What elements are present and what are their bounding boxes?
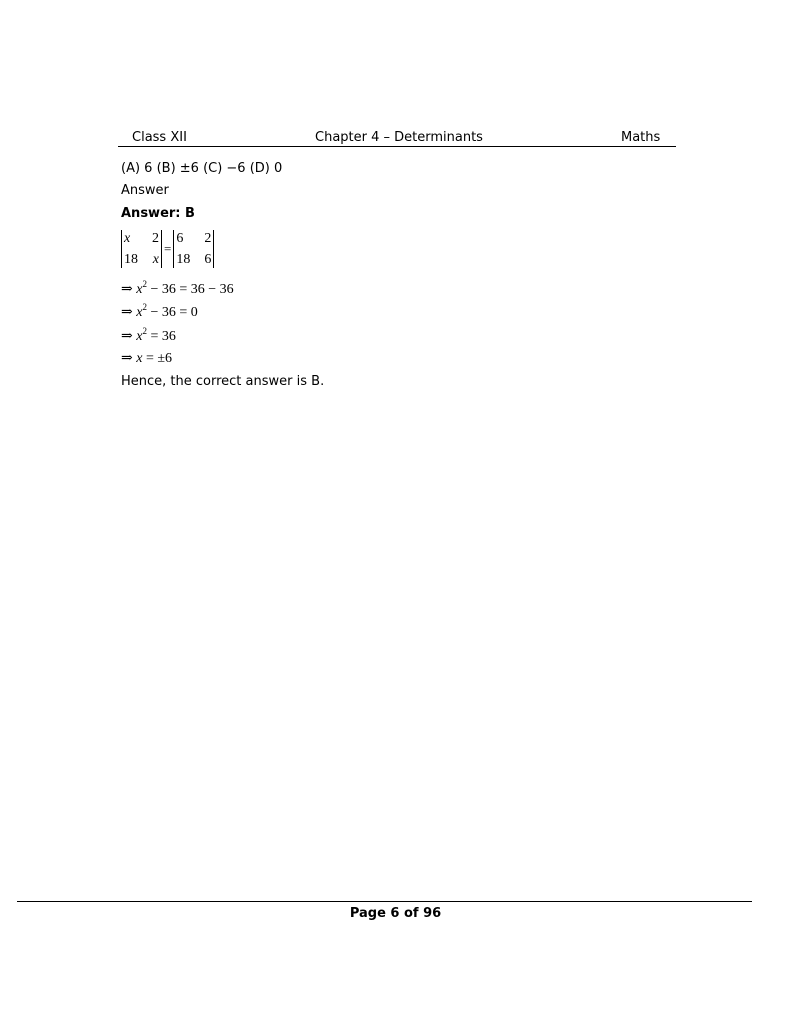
answer-heading: Answer: B — [121, 206, 195, 221]
page-header — [118, 128, 676, 147]
answer-options: (A) 6 (B) ±6 (C) −6 (D) 0 — [121, 161, 283, 176]
det-right-a22: 6 — [204, 252, 212, 267]
determinant-right — [173, 230, 214, 268]
step-3: ⇒ $x^2 = 36$ — [121, 326, 176, 344]
det-left-a11: x — [124, 231, 131, 246]
det-right-a12: 2 — [204, 231, 212, 246]
page-number: Page 6 of 96 — [349, 906, 442, 921]
determinant-left — [121, 230, 162, 268]
header-class: Class XII — [132, 130, 187, 145]
determinant-equation — [121, 228, 214, 270]
header-subject: Maths — [621, 130, 661, 145]
det-left-a21: 18 — [124, 252, 138, 267]
header-chapter: Chapter 4 – Determinants — [315, 130, 483, 145]
det-equals: = — [164, 241, 172, 256]
det-right-a21: 18 — [176, 252, 191, 267]
step-4: ⇒ x = ±6 — [121, 351, 173, 366]
step-1: ⇒ $x^2 - 36 = 36 - 36$ — [121, 279, 234, 297]
footer-divider — [17, 901, 752, 902]
det-left-a12: 2 — [152, 231, 159, 246]
det-left-a22: x — [152, 252, 159, 267]
answer-label: Answer — [121, 183, 169, 198]
conclusion-text: Hence, the correct answer is B. — [121, 374, 325, 389]
step-2: ⇒ $x^2 - 36 = 0$ — [121, 302, 198, 320]
det-right-a11: 6 — [176, 231, 184, 246]
